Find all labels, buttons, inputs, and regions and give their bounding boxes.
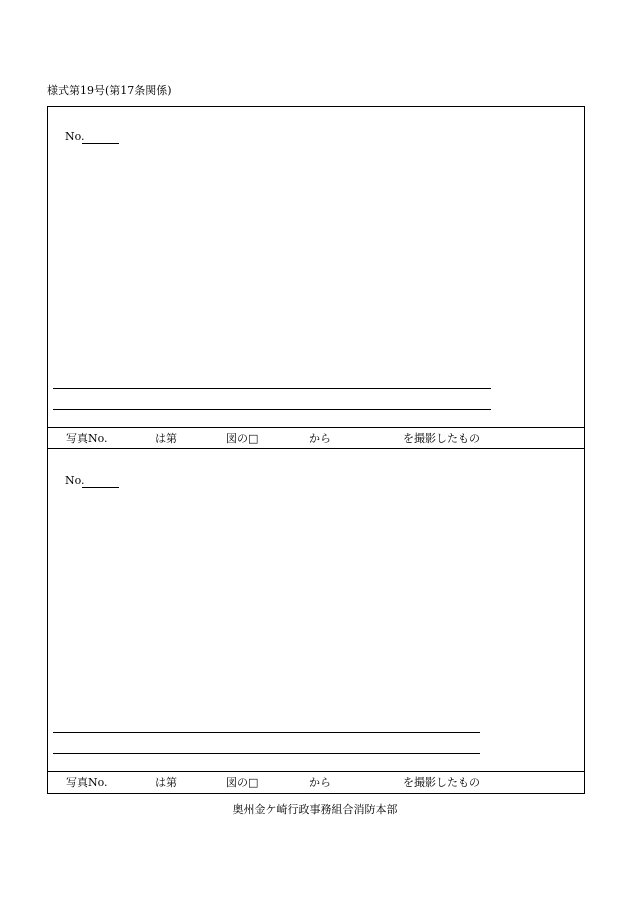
caption-zu-no: 図の□ [226, 776, 259, 789]
photo-panel-2 [48, 451, 584, 771]
photo-number-label: No. [65, 130, 85, 143]
caption-zu-no: 図の□ [226, 432, 259, 445]
photo-number-label: No. [65, 474, 85, 487]
caption-ha-dai: は第 [155, 432, 177, 445]
issuer-footer: 奥州金ケ崎行政事務組合消防本部 [232, 803, 398, 816]
caption-kara: から [309, 776, 331, 789]
form-number: 様式第19号(第17条関係) [47, 84, 172, 97]
description-line-1 [53, 388, 491, 389]
caption-kara: から [309, 432, 331, 445]
caption-ha-dai: は第 [155, 776, 177, 789]
caption-wo-satsuei: を撮影したもの [403, 776, 480, 789]
photo-number-underline [82, 487, 119, 488]
photo-form-frame [47, 106, 585, 794]
caption-wo-satsuei: を撮影したもの [403, 432, 480, 445]
photo-caption-row-2 [48, 771, 584, 793]
photo-panel-1 [48, 107, 584, 427]
description-line-1 [53, 732, 480, 733]
description-line-2 [53, 753, 480, 754]
photo-caption-row-1 [48, 427, 584, 449]
caption-photo-no: 写真No. [66, 432, 108, 445]
caption-photo-no: 写真No. [66, 776, 108, 789]
description-line-2 [53, 409, 491, 410]
photo-number-underline [82, 143, 119, 144]
